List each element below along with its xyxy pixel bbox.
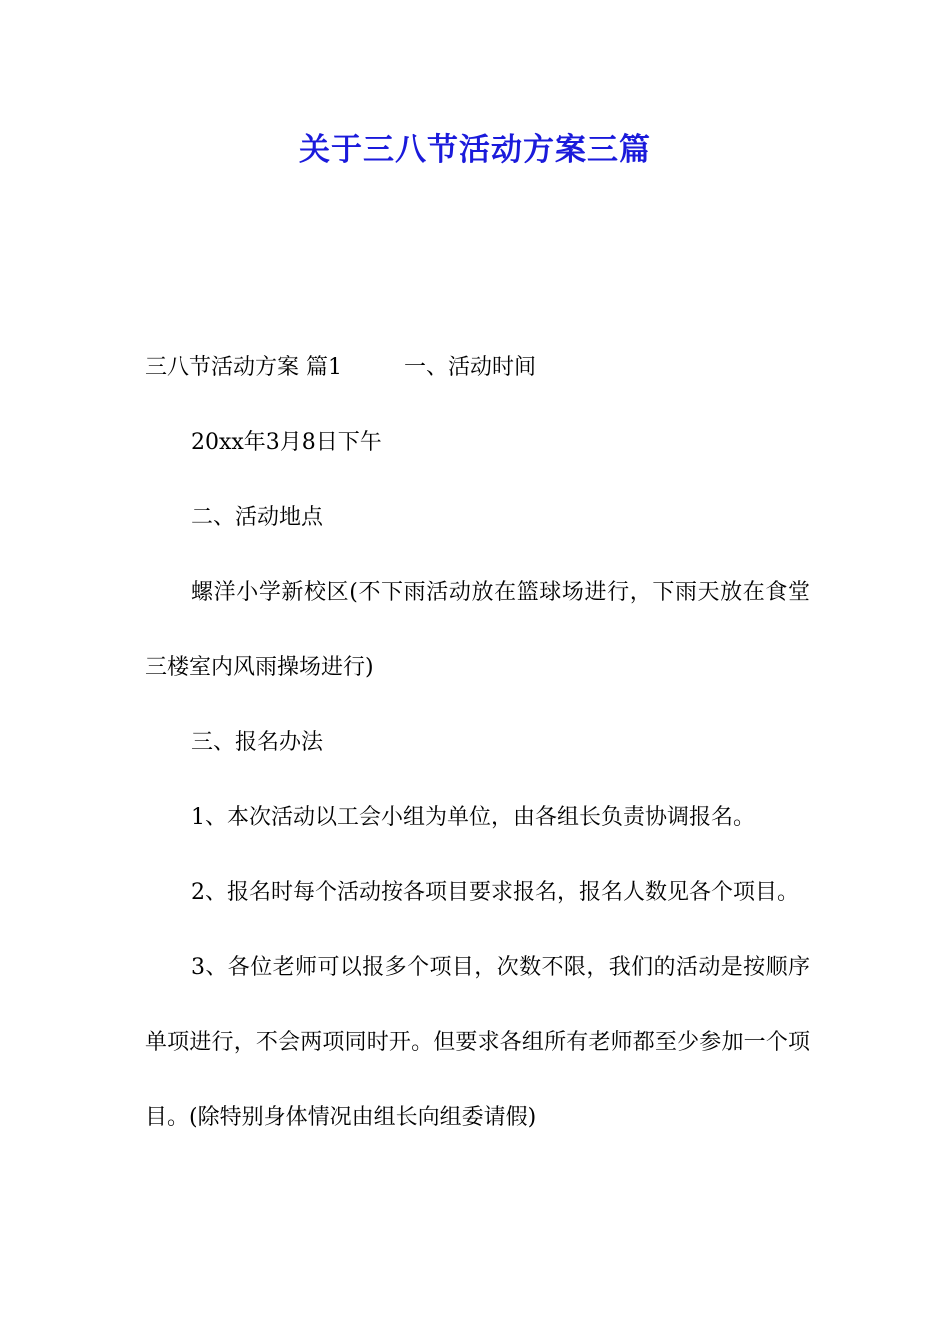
activity-location-paragraph: 螺洋小学新校区(不下雨活动放在篮球场进行，下雨天放在食堂三楼室内风雨操场进行) [145, 580, 810, 680]
activity-date-paragraph: 20xx年3月8日下午 [191, 430, 382, 455]
registration-item-3: 3、各位老师可以报多个项目，次数不限，我们的活动是按顺序单项进行，不会两项同时开。但要求各组所有老师都至少参加一个项目。(除特别身体情况由组长向组委请假) [145, 955, 810, 1130]
heading-activity-location: 二、活动地点 [191, 505, 324, 530]
registration-item-2: 2、报名时每个活动按各项目要求报名，报名人数见各个项目。 [191, 880, 799, 905]
document-body [145, 330, 810, 1155]
heading-activity-time: 一、活动时间 [404, 355, 537, 380]
document-title: 关于三八节活动方案三篇 [299, 132, 651, 168]
registration-item-1: 1、本次活动以工会小组为单位，由各组长负责协调报名。 [191, 805, 755, 830]
section-label: 三八节活动方案 篇1 [145, 355, 342, 380]
heading-registration: 三、报名办法 [191, 730, 324, 755]
section-lead-paragraph [145, 330, 810, 405]
